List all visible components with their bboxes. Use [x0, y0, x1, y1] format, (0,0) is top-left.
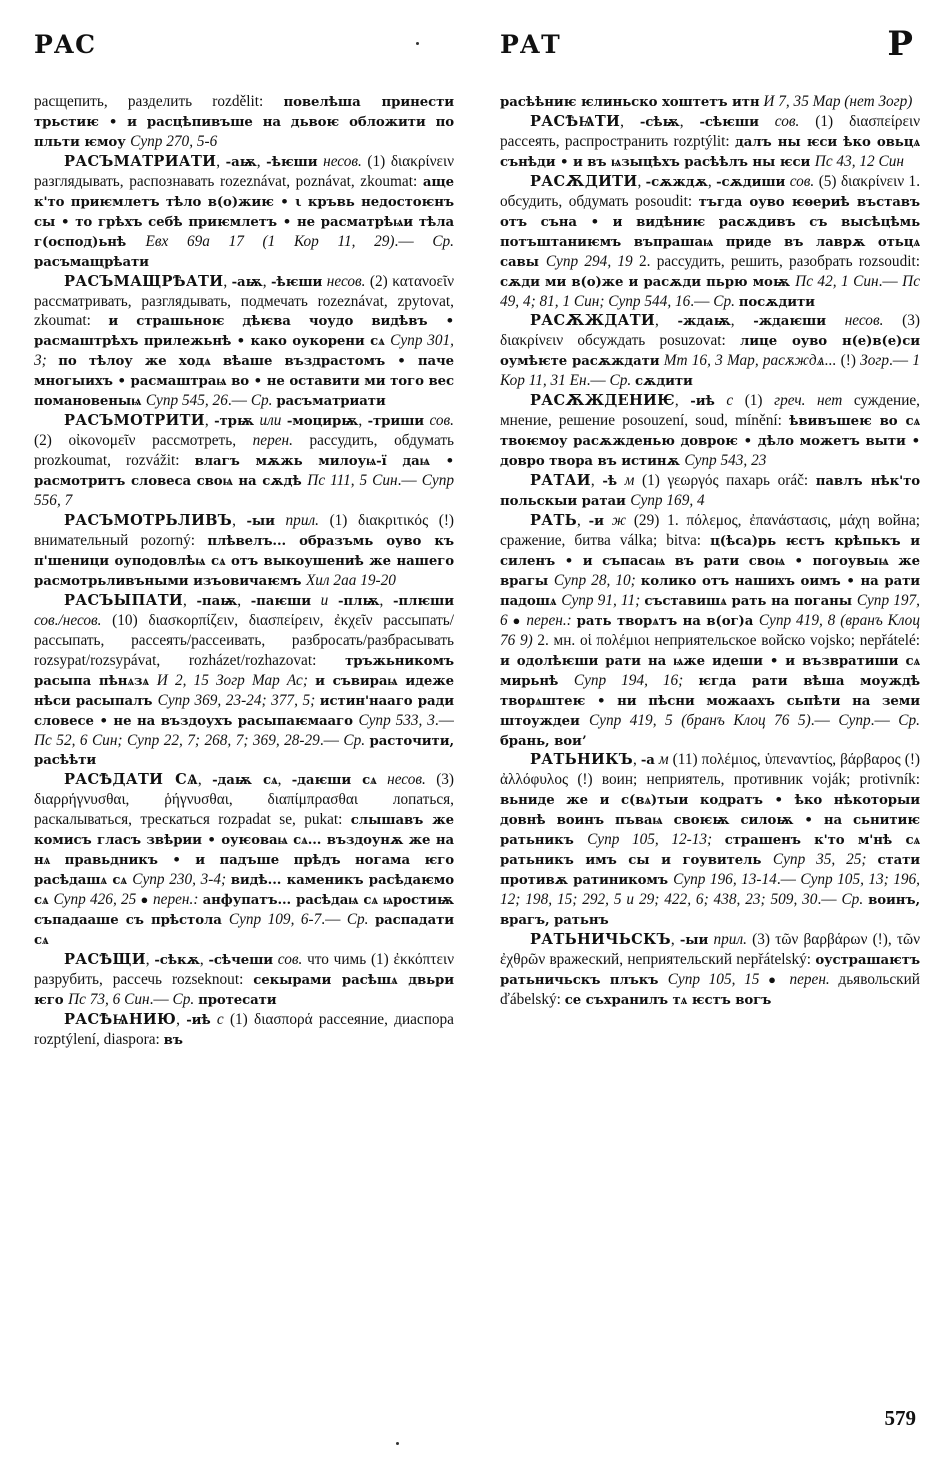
- left-column: [34, 92, 454, 1402]
- dictionary-entry: РАСѢДАТИ СѦ, -даѭ сѧ, -даѥши сѧ несов. (3) διαρρήγνυσθαι, ῥήγνυσθαι, διαπίμπρασθαι лопаться, раскалываться, трескаться rozpadat se, pukat: слышавъ же комисъ гласъ звѣрии • оуѥоваѩ сѧ... въздоунѫ же на нѧ правьдникъ • и падъше прѣдъ ногама ѥго расѣдашѧ сѧ Супр 230, 3-4; видѣ... каменикъ расѣдаѥмо сѧ Супр 426, 25 ● перен.: анфупатъ... расѣдаѩ сѧ ѩростиѭ съпадааше съ прѣстола Супр 109, 6-7.— Ср. распадати сѧ: [34, 771, 454, 949]
- running-head-left: РАС: [34, 30, 97, 59]
- page-number: 579: [884, 1406, 916, 1430]
- dictionary-entry: расщепить, разделить rozdělit: повелѣша принести трьстиѥ • и расцѣпивъше на дьвоѥ обложити по пльти ѥмоу Супр 270, 5-6: [34, 93, 454, 150]
- dictionary-entry: РАСЪМОТРЬЛИВЪ, -ыи прил. (1) διακριτικός (!) внимательный pozorný: плѣвелъ... образъмь оуво къ п'шеници оуподовлѣѩ сѧ отъ выкоушениѣ же нашего расмотрьливъными изъовичаѥмъ Хил 2аа 19-20: [34, 512, 454, 589]
- dictionary-entry: РАСЪМАЩРѢАТИ, -аѭ, -ѣѥши несов. (2) κατανοεῖν рассматривать, разглядывать, подмечать rozeznávat, zpytovat, zkoumat: и страшьноѥ дѣѥва чоудо видѣвъ • расмаштрѣхъ прилежьнѣ • како оукорени сѧ Супр 301, 3; по тѣлоу же ходѧ вѣаше въздрастомъ • паче многыихъ • расмаштраѩ во • не оставити ми того вес помановеныѩ Супр 545, 26.— Ср. расъматриати: [34, 272, 454, 410]
- top-dot-mark: [416, 42, 419, 45]
- dictionary-entry: РАТЬНИКЪ, -а м (11) πολέμιος, ὑπεναντίος, βάρβαρος (!) ἀλλόφυλος (!) воин; неприятель, противник voják; protivník: вьниде же и с(вѧ)тыи кодратъ • ѣко нѣкоторыи довнѣ воинъ пъваѩ своѥѭ силоѭ • на сьнитиѥ ратьникъ Супр 105, 12-13; страшенъ к'то м'нѣ сѧ ратьникъ имъ сы и гоувитель Супр 35, 25; стати противѫ ратиникомъ Супр 196, 13-14.— Супр 105, 13; 196, 12; 198, 15; 292, 5 и 29; 422, 6; 438, 23; 509, 30.— Ср. воинъ, врагъ, ратьнъ: [500, 751, 920, 929]
- page-header: [34, 24, 916, 76]
- dictionary-entry: РАСЪМОТРИТИ, -трѭ или -моцирѭ, -триши сов. (2) οἰκονομεῖν рассмотреть, перен. рассудить, обдумать prozkoumat, rozvážit: влагъ мѫжь милоуѩ-ї даѩ • расмотритъ словеса своѩ на сѫдѣ Пс 111, 5 Син.— Супр 556, 7: [34, 412, 454, 510]
- dictionary-entry: РАСѢѨТИ, -сѣѭ, -сѣѥши сов. (1) διασπείρειν рассеять, распространить rozptýlit: далъ ны ѥси ѣко овьцѧ сънѣди • и въ ѩзыцѣхъ расѣѣлъ ны ѥси Пс 43, 12 Син: [500, 112, 920, 170]
- dictionary-entry: расѣѣниѥ ѥлиньско хоштетъ итн И 7, 35 Мар (нет Зогр): [500, 93, 913, 110]
- running-head-letter: Р: [887, 24, 914, 64]
- dictionary-entry: РАСЪМАТРИАТИ, -аѭ, -ѣѥши несов. (1) διακρίνειν разглядывать, распознавать rozeznávat, poznávat, zkoumat: аще к'то приѥмлетъ тѣло в(о)жиѥ • ι кръвь недостоѥнъ сы • то грѣхъ себѣ приѥмлетъ • не расматрѣѩи тѣла г(оспод)ьнѣ Евх 69а 17 (1 Кор 11, 29).— Ср. расъмащрѣати: [34, 152, 454, 270]
- dictionary-entry: РАСѢЩИ, -сѣкѫ, -сѣчеши сов. что чимь (1) ἐκκόπτειν разрубить, рассечь rozseknout: секырами расѣшѧ двьри ѥго Пс 73, 6 Син.— Ср. протесати: [34, 950, 454, 1008]
- dictionary-entry: РАТАИ, -ѣ м (1) γεωργός пахарь oráč: павлъ нѣк'то польскыи ратаи Супр 169, 4: [500, 472, 920, 510]
- bottom-dot-mark: [396, 1442, 399, 1445]
- running-head-middle: РАТ: [500, 30, 561, 59]
- dictionary-entry: РАСѪЖДАТИ, -ждаѭ, -ждаѥши несов. (3) διακρίνειν обсуждать posuzovat: лице оуво н(е)в(е)си оумѣѥте расѫждати Мт 16, 3 Мар, расѫждѧ... (!) Зогр.— 1 Кор 11, 31 Ен.— Ср. сѫдити: [500, 312, 920, 390]
- dictionary-entry: РАСѪДИТИ, -сѫждѫ, -сѫдиши сов. (5) διακρίνειν 1. обсудить, обдумать posoudit: тъгда оуво ѥѳериѣ въставъ отъ съна • и видѣниѥ расѫдивъ съ высѣцѣмь потъштаниѥмъ въпрашаѩ приде въ лаврѫ отьцѧ савы Супр 294, 19 2. рассудить, решить, разобрать rozsoudit: сѫди ми в(о)же и расѫди пьрю моѭ Пс 42, 1 Син.— Пс 49, 4; 81, 1 Син; Супр 544, 16.— Ср. посѫдити: [500, 172, 920, 310]
- dictionary-entry: РАТЬНИЧЬСКЪ, -ыи прил. (3) τῶν βαρβάρων (!), τῶν ἐχθρῶν вражеский, неприятельский nepřátelský: оустрашаѥтъ ратьничьскъ плъкъ Супр 105, 15 ● перен. дьявольский ďábelský: се съхранилъ тѧ ѥстъ вогъ: [500, 931, 920, 1008]
- dictionary-entry: РАСѢѨНИЮ, -иѣ с (1) διασπορά рассеяние, диаспора rozptýlení, diaspora: въ: [34, 1010, 454, 1048]
- dictionary-entry: РАСЪЫПАТИ, -паѭ, -паѥши и -плѭ, -плѥши сов./несов. (10) διασκορπίζειν, διασπείρειν, ἐκχεῖν рассыпать/рассыпать, рассеять/рассеивать, разбросать/разбрасывать rozsypat/rozsypávat, rozházet/rozhazovat: тръжьникомъ расыпа пѣнѧзѧ И 2, 15 Зогр Мар Ас; и съвираѩ идеже нѣси расыпалъ Супр 369, 23-24; 377, 5; истин'нааго ради словесе • не на въздоухъ расыпаѥмааго Супр 533, 3.— Пс 52, 6 Син; Супр 22, 7; 268, 7; 369, 28-29.— Ср. расточити, расѣѣти: [34, 591, 454, 769]
- dictionary-entry: РАТЬ, -и ж (29) 1. πόλεμος, ἐπανάστασις, μάχη война; сражение, битва válka; bitva: ц(ѣса)рь ѥстъ крѣпькъ и силенъ • и съпасаѩ въ рати своѩ • погоувыѩ же врагы Супр 28, 10; колико отъ нашихъ оимъ • на рати падошѧ Супр 91, 11; съставишѧ рать на поганы Супр 197, 6 ● перен.: рать творѧтъ на в(ог)а Супр 419, 8 (вранъ Клоц 76 9) 2. мн. οἱ πολέμιοι неприятельское войско vojsko; nepřátelé: и одолѣѥши рати на ѩже идеши • и възвратиши сѧ мирьнѣ Супр 194, 16; ѥгда рати вѣша моуждѣ творѧштеѥ • ни пѣсни можаахъ сьпѣти на земи штоуждеи Супр 419, 5 (бранъ Клоц 76 5).— Супр.— Ср. брань, воиʼ: [500, 512, 920, 749]
- dictionary-entry: РАСѪЖДЕНИѤ, -иѣ с (1) греч. нет суждение, мнение, решение posouzení, soud, mínění: ѣвивъшеѥ во сѧ твоѥмоу расѫжденью довроѥ • дѣло можетъ выти • довро твора въ истинѫ Супр 543, 23: [500, 392, 920, 470]
- right-column: [500, 92, 920, 1402]
- text-columns: [34, 92, 920, 1402]
